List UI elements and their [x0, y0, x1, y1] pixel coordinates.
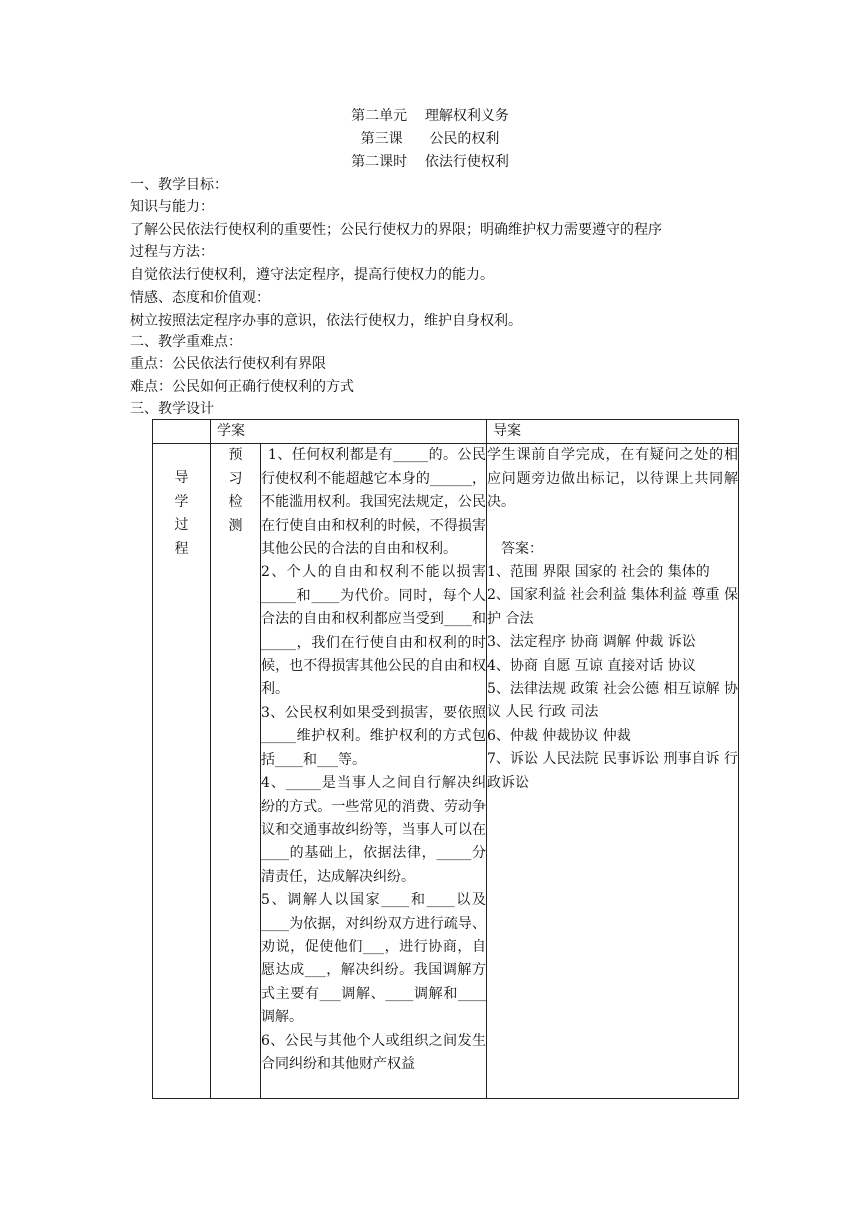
- column-header-xuean: 学案: [211, 420, 487, 444]
- period-title: 第二课时 依法行使权利: [351, 154, 509, 170]
- question-5: 5、调解人以国家____和____以及____为依据，对纠纷双方进行疏导、劝说，促使他们___，进行协商，自愿达成___，解决纠纷。我国调解方式主要有___调解、____调解和____调解。: [261, 892, 486, 1026]
- table-corner-cell: [153, 420, 211, 444]
- paragraph-values: 树立按照法定程序办事的意识，依法行使权力，维护自身权利。: [130, 313, 522, 329]
- table-header-row: [153, 420, 739, 444]
- question-2: 2、个人的自由和权利不能以损害_____和____为代价。同时，每个人合法的自由和权利都应当受到____和_____，我们在行使自由和权利的时候，也不得损害其他公民的自由和权利。: [261, 564, 486, 698]
- lesson-title: 第三课 公民的权利: [360, 131, 500, 147]
- teaching-design-table: [152, 419, 739, 1099]
- sub-label-preview-check: 预 习 检 测: [211, 444, 261, 1099]
- paragraph-process: 自觉依法行使权利，遵守法定程序，提高行使权力的能力。: [130, 267, 494, 283]
- subheading-knowledge: 知识与能力：: [130, 199, 214, 215]
- column-header-daoan: 导案: [487, 420, 739, 444]
- preview-questions-cell: [261, 444, 487, 1099]
- guide-instruction: 学生课前自学完成，在有疑问之处的相应问题旁边做出标记，以待课上共同解决。: [487, 447, 738, 511]
- paragraph-focus: 重点：公民依法行使权利有界限: [130, 356, 326, 372]
- answer-1: 1、范围 界限 国家的 社会的 集体的: [487, 564, 710, 581]
- paragraph-knowledge: 了解公民依法行使权利的重要性；公民行使权力的界限；明确维护权力需要遵守的程序: [130, 222, 662, 238]
- answer-5: 5、法律法规 政策 社会公德 相互谅解 协议 人民 行政 司法: [487, 681, 738, 721]
- answer-6: 6、仲裁 仲裁协议 仲裁: [487, 727, 631, 744]
- subheading-values: 情感、态度和价值观：: [130, 290, 270, 306]
- section-heading-keypoints: 二、教学重难点：: [130, 334, 242, 350]
- paragraph-difficulty: 难点：公民如何正确行使权利的方式: [130, 379, 354, 395]
- table-row: [153, 444, 739, 1099]
- answers-title: 答案：: [501, 540, 543, 557]
- unit-title: 第二单元 理解权利义务: [351, 108, 509, 124]
- guide-answers-cell: [487, 444, 739, 1099]
- question-4: 4、_____是当事人之间自行解决纠纷的方式。一些常见的消费、劳动争议和交通事故纠纷等，当事人可以在____的基础上，依据法律，_____分清责任，达成解决纠纷。: [261, 775, 486, 885]
- question-3: 3、公民权利如果受到损害，要依照_____维护权利。维护权利的方式包括____和___等。: [261, 704, 486, 768]
- answer-4: 4、协商 自愿 互谅 直接对话 协议: [487, 657, 696, 674]
- question-1: 1、任何权利都是有_____的。公民行使权利不能超越它本身的______，不能滥用权利。我国宪法规定，公民在行使自由和权利的时候，不得损害其他公民的合法的自由和权利。: [261, 447, 486, 558]
- section-heading-objectives: 一、教学目标：: [130, 177, 228, 193]
- subheading-process: 过程与方法：: [130, 244, 214, 260]
- question-6: 6、公民与其他个人或组织之间发生合同纠纷和其他财产权益: [261, 1032, 486, 1072]
- answer-7: 7、诉讼 人民法院 民事诉讼 刑事自诉 行政诉讼: [487, 751, 738, 791]
- answer-3: 3、法定程序 协商 调解 仲裁 诉讼: [487, 634, 696, 651]
- section-heading-design: 三、教学设计: [130, 401, 214, 417]
- answer-2: 2、国家利益 社会利益 集体利益 尊重 保护 合法: [487, 587, 738, 627]
- row-label-guided-process: 导 学 过 程: [153, 444, 211, 1099]
